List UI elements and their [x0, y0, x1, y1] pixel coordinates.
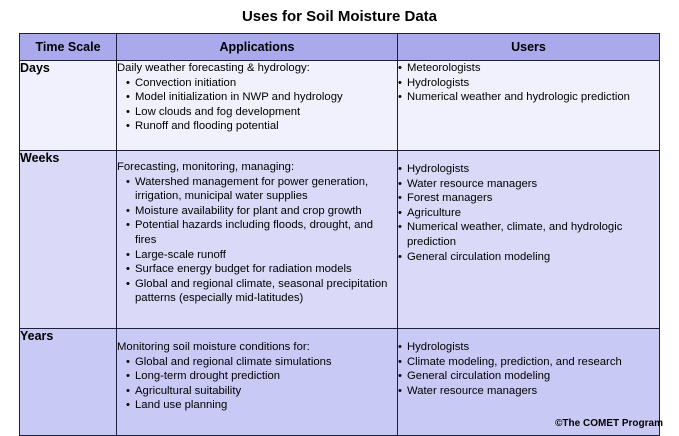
applications-cell — [117, 151, 398, 329]
page-title: Uses for Soil Moisture Data — [241, 8, 438, 25]
applications-cell — [117, 329, 398, 436]
applications-intro: Daily weather forecasting & hydrology: — [117, 62, 310, 74]
application-item: • Low clouds and fog development — [126, 105, 397, 120]
application-item: • Land use planning — [126, 398, 397, 413]
users-list — [398, 340, 659, 398]
user-item: • Numerical weather, climate, and hydrologic prediction — [398, 220, 659, 249]
user-item: • Meteorologists — [398, 61, 659, 76]
users-cell — [398, 151, 660, 329]
users-cell — [398, 61, 660, 151]
user-item: • Agriculture — [398, 206, 659, 221]
user-item: • General circulation modeling — [398, 250, 659, 265]
table-row-days — [20, 61, 660, 151]
table-header-row — [20, 34, 660, 61]
application-item: • Agricultural suitability — [126, 384, 397, 399]
applications-intro: Forecasting, monitoring, managing: — [117, 161, 295, 173]
user-item: • Hydrologists — [398, 340, 659, 355]
soil-moisture-table — [19, 33, 660, 436]
application-item: • Watershed management for power generation, irrigation, municipal water supplies — [126, 175, 397, 204]
time-scale-cell: Years — [20, 329, 117, 436]
user-item: • Water resource managers — [398, 177, 659, 192]
user-item: • Water resource managers — [398, 384, 659, 399]
user-item: • Hydrologists — [398, 76, 659, 91]
user-item: • Hydrologists — [398, 162, 659, 177]
application-item: • Convection initiation — [126, 76, 397, 91]
time-scale-cell: Days — [20, 61, 117, 151]
header-users: Users — [398, 34, 660, 61]
user-item: • Climate modeling, prediction, and research — [398, 355, 659, 370]
copyright-credit: ©The COMET Program — [555, 418, 663, 429]
applications-list — [117, 355, 397, 413]
application-item: • Global and regional climate, seasonal precipitation patterns (especially mid-latitudes) — [126, 277, 397, 306]
application-item: • Large-scale runoff — [126, 248, 397, 263]
table-row-weeks — [20, 151, 660, 329]
user-item: • General circulation modeling — [398, 369, 659, 384]
applications-list — [117, 175, 397, 306]
user-item: • Forest managers — [398, 191, 659, 206]
application-item: • Long-term drought prediction — [126, 369, 397, 384]
users-list — [398, 162, 659, 264]
application-item: • Model initialization in NWP and hydrology — [126, 90, 397, 105]
application-item: • Potential hazards including floods, drought, and fires — [126, 218, 397, 247]
header-time-scale: Time Scale — [20, 34, 117, 61]
time-scale-cell: Weeks — [20, 151, 117, 329]
header-applications: Applications — [117, 34, 398, 61]
applications-intro: Monitoring soil moisture conditions for: — [117, 341, 310, 353]
user-item: • Numerical weather and hydrologic prediction — [398, 90, 659, 105]
applications-cell — [117, 61, 398, 151]
applications-list — [117, 76, 397, 134]
application-item: • Surface energy budget for radiation models — [126, 262, 397, 277]
application-item: • Moisture availability for plant and crop growth — [126, 204, 397, 219]
users-list — [398, 61, 659, 105]
application-item: • Global and regional climate simulations — [126, 355, 397, 370]
application-item: • Runoff and flooding potential — [126, 119, 397, 134]
